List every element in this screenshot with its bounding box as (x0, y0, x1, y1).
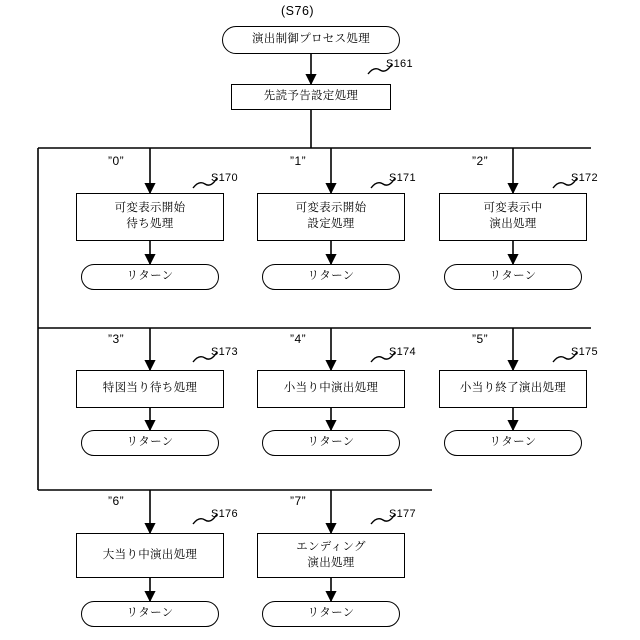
diagram-top-label: (S76) (281, 4, 315, 18)
node-return-0-label: リターン (126, 270, 174, 283)
node-return-5 (444, 430, 582, 456)
branch-label-2: ”2” (472, 154, 489, 168)
node-s172 (439, 193, 587, 241)
node-s173 (76, 370, 224, 408)
node-s171-line-2: 設定処理 (307, 218, 355, 230)
step-label-s161: S161 (386, 58, 413, 70)
node-start (222, 26, 400, 54)
node-s175-line-1: 小当り終了演出処理 (459, 382, 567, 395)
node-return-4-label: リターン (307, 436, 355, 449)
node-return-6 (81, 601, 219, 627)
branch-label-1: ”1” (290, 154, 307, 168)
node-return-3-label: リターン (126, 436, 174, 449)
node-return-2 (444, 264, 582, 290)
step-label-s173: S173 (211, 346, 238, 358)
node-return-6-label: リターン (126, 607, 174, 620)
branch-label-3: ”3” (108, 332, 125, 346)
branch-label-5: ”5” (472, 332, 489, 346)
branch-label-0: ”0” (108, 154, 125, 168)
branch-label-6: ”6” (108, 494, 125, 508)
step-label-s175: S175 (571, 346, 598, 358)
step-label-s171: S171 (389, 172, 416, 184)
node-return-3 (81, 430, 219, 456)
node-s174-line-1: 小当り中演出処理 (283, 382, 379, 395)
step-label-s170: S170 (211, 172, 238, 184)
node-s171-line-1: 可変表示開始 (295, 202, 367, 215)
node-s161 (231, 84, 391, 110)
node-return-0 (81, 264, 219, 290)
node-return-2-label: リターン (489, 270, 537, 283)
node-s177 (257, 533, 405, 578)
node-s176 (76, 533, 224, 578)
node-s177-line-1: エンディング (296, 540, 366, 553)
node-return-1-label: リターン (307, 270, 355, 283)
node-s161-line-1: 先読予告設定処理 (263, 90, 359, 103)
node-return-7 (262, 601, 400, 627)
node-s177-line-2: 演出処理 (307, 556, 355, 569)
node-s170-line-2: 待ち処理 (126, 218, 174, 230)
step-label-s172: S172 (571, 172, 598, 184)
branch-label-7: ”7” (290, 494, 307, 508)
node-s170-line-1: 可変表示開始 (114, 202, 186, 215)
node-s172-line-1: 可変表示中 (483, 202, 543, 215)
node-s172-line-2: 演出処理 (489, 218, 537, 230)
step-label-s177: S177 (389, 508, 416, 520)
node-return-7-label: リターン (307, 607, 355, 620)
step-label-s176: S176 (211, 508, 238, 520)
node-s174 (257, 370, 405, 408)
node-return-1 (262, 264, 400, 290)
node-start-line-1: 演出制御プロセス処理 (252, 33, 370, 46)
branch-label-4: ”4” (290, 332, 307, 346)
step-label-s174: S174 (389, 346, 416, 358)
node-s173-line-1: 特図当り待ち処理 (102, 382, 198, 395)
node-return-4 (262, 430, 400, 456)
node-s176-line-1: 大当り中演出処理 (102, 548, 198, 561)
node-return-5-label: リターン (489, 436, 537, 449)
node-s175 (439, 370, 587, 408)
node-s170 (76, 193, 224, 241)
node-s171 (257, 193, 405, 241)
